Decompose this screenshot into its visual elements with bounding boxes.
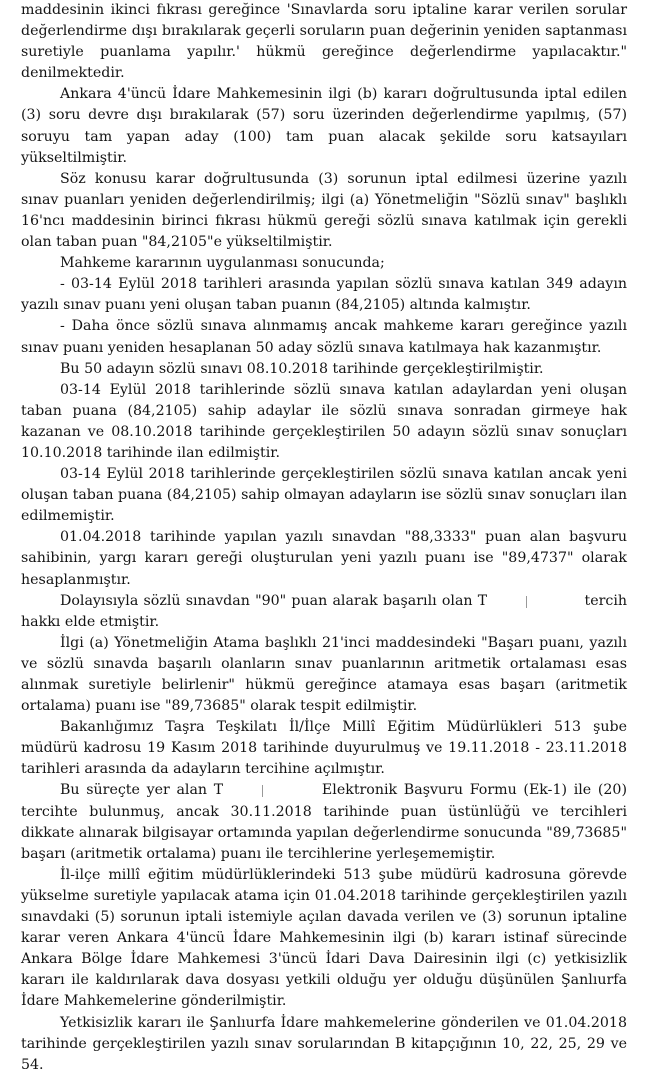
paragraph: İlgi (a) Yönetmeliğin Atama başlıklı 21'inci maddesindeki "Başarı puanı, yazılı ve sözlü sınavda başarılı olanların sınav puanlarının aritmetik ortalaması esas alınmak suretiyle belirlenir" hükmü gereğince atamaya esas başarı (aritmetik ortalama) puanı ise "89,73685" olarak tespit edilmiştir. [21, 634, 627, 715]
paragraph: Ankara 4'üncü İdare Mahkemesinin ilgi (b) kararı doğrultusunda iptal edilen (3) soru devre dışı bırakılarak (57) soru üzerinden değerlendirme yapılmış, (57) soruyu tam yapan aday (100) tam puan alacak şekilde soru katsayıları yükseltilmiştir. [21, 86, 627, 166]
redacted-name [223, 783, 315, 797]
paragraph-text: tercih hakkı elde etmiştir. [21, 592, 627, 630]
paragraph: 03-14 Eylül 2018 tarihlerinde gerçekleştirilen sözlü sınava katılan ancak yeni oluşan taban puana (84,2105) sahip olmayan adayların ise sözlü sınav sonuçları ilan edilmemiştir. [21, 466, 627, 525]
paragraph [21, 591, 627, 633]
paragraph-text: Elektronik Başvuru Formu (Ek-1) ile (20) tercihte bulunmuş, ancak 30.11.2018 tarihinde puan üstünlüğü ve tercihleri dikkate alınarak bilgisayar ortamında yapılan değerlendirme sonucunda "89,73685" başarı (aritmetik ortalama) puanı ile tercihlerine yerleşememiştir. [21, 782, 627, 862]
paragraph: Mahkeme kararının uygulanması sonucunda; [60, 255, 385, 272]
paragraph: Bakanlığımız Taşra Teşkilatı İl/İlçe Millî Eğitim Müdürlükleri 513 şube müdürü kadrosu 19 Kasım 2018 tarihinde duyurulmuş ve 19.11.2018 - 23.11.2018 tarihleri arasında da adayların tercihine açılmıştır. [21, 719, 627, 778]
paragraph-text: Dolayısıyla sözlü sınavdan "90" puan alarak başarılı olan T [60, 592, 488, 609]
paragraph-text: Bu süreçte yer alan T [60, 782, 224, 799]
redacted-name [487, 594, 579, 608]
list-item: - 03-14 Eylül 2018 tarihleri arasında yapılan sözlü sınava katılan 349 adayın yazılı sınav puanı yeni oluşan taban puanın (84,2105) altında kalmıştır. [21, 276, 627, 314]
paragraph: 01.04.2018 tarihinde yapılan yazılı sınavdan "88,3333" puan alan başvuru sahibinin, yargı kararı gereği oluşturulan yeni yazılı puanı ise "89,4737" olarak hesaplanmıştır. [21, 529, 627, 588]
paragraph: Bu 50 adayın sözlü sınavı 08.10.2018 tarihinde gerçekleştirilmiştir. [60, 360, 544, 377]
paragraph [21, 780, 627, 864]
paragraph: Söz konusu karar doğrultusunda (3) sorunun iptal edilmesi üzerine yazılı sınav puanları yeniden değerlendirilmiş; ilgi (a) Yönetmeliğin "Sözlü sınav" başlıklı 16'ncı maddesinin birinci fıkrası hükmü gereği sözlü sınava katılmak için gerekli olan taban puan "84,2105"e yükseltilmiştir. [21, 170, 627, 251]
list-item: - Daha önce sözlü sınava alınmamış ancak mahkeme kararı gereğince yazılı sınav puanı yeniden hesaplanan 50 aday sözlü sınava katılmaya hak kazanmıştır. [21, 318, 627, 356]
paragraph: Yetkisizlik kararı ile Şanlıurfa İdare mahkemelerine gönderilen ve 01.04.2018 tarihinde gerçekleştirilen yazılı sınav sorularından B kitapçığının 10, 22, 25, 29 ve 54. [21, 1014, 627, 1073]
paragraph: 03-14 Eylül 2018 tarihlerinde sözlü sınava katılan adaylardan yeni oluşan taban puana (84,2105) sahip adaylar ile sözlü sınava sonradan girmeye hak kazanan ve 08.10.2018 tarihinde gerçekleştirilen 50 adayın sözlü sınav sonuçları 10.10.2018 tarihinde ilan edilmiştir. [21, 381, 627, 461]
paragraph: İl-ilçe millî eğitim müdürlüklerindeki 513 şube müdürü kadrosuna görevde yükselme suretiyle yapılacak atama için 01.04.2018 tarihinde gerçekleştirilen yazılı sınavdaki (5) sorunun iptali istemiyle açılan davada verilen ve (3) sorunun iptaline karar veren Ankara 4'üncü İdare Mahkemesinin ilgi (b) kararı istinaf sürecinde Ankara Bölge İdare Mahkemesi 3'üncü İdari Dava Dairesinin ilgi (c) yetkisizlik kararı ile kaldırılarak dava dosyası yetkili olduğu yer olduğu düşünülen Şanlıurfa İdare Mahkemelerine gönderilmiştir. [21, 866, 627, 1010]
paragraph: maddesinin ikinci fıkrası gereğince 'Sınavlarda soru iptaline karar verilen sorular değerlendirme dışı bırakılarak geçerli soruların puan değerinin yeniden saptanması suretiyle puanlama yapılır.' hükmü gereğince değerlendirme yapılacaktır." denilmektedir. [21, 2, 627, 82]
